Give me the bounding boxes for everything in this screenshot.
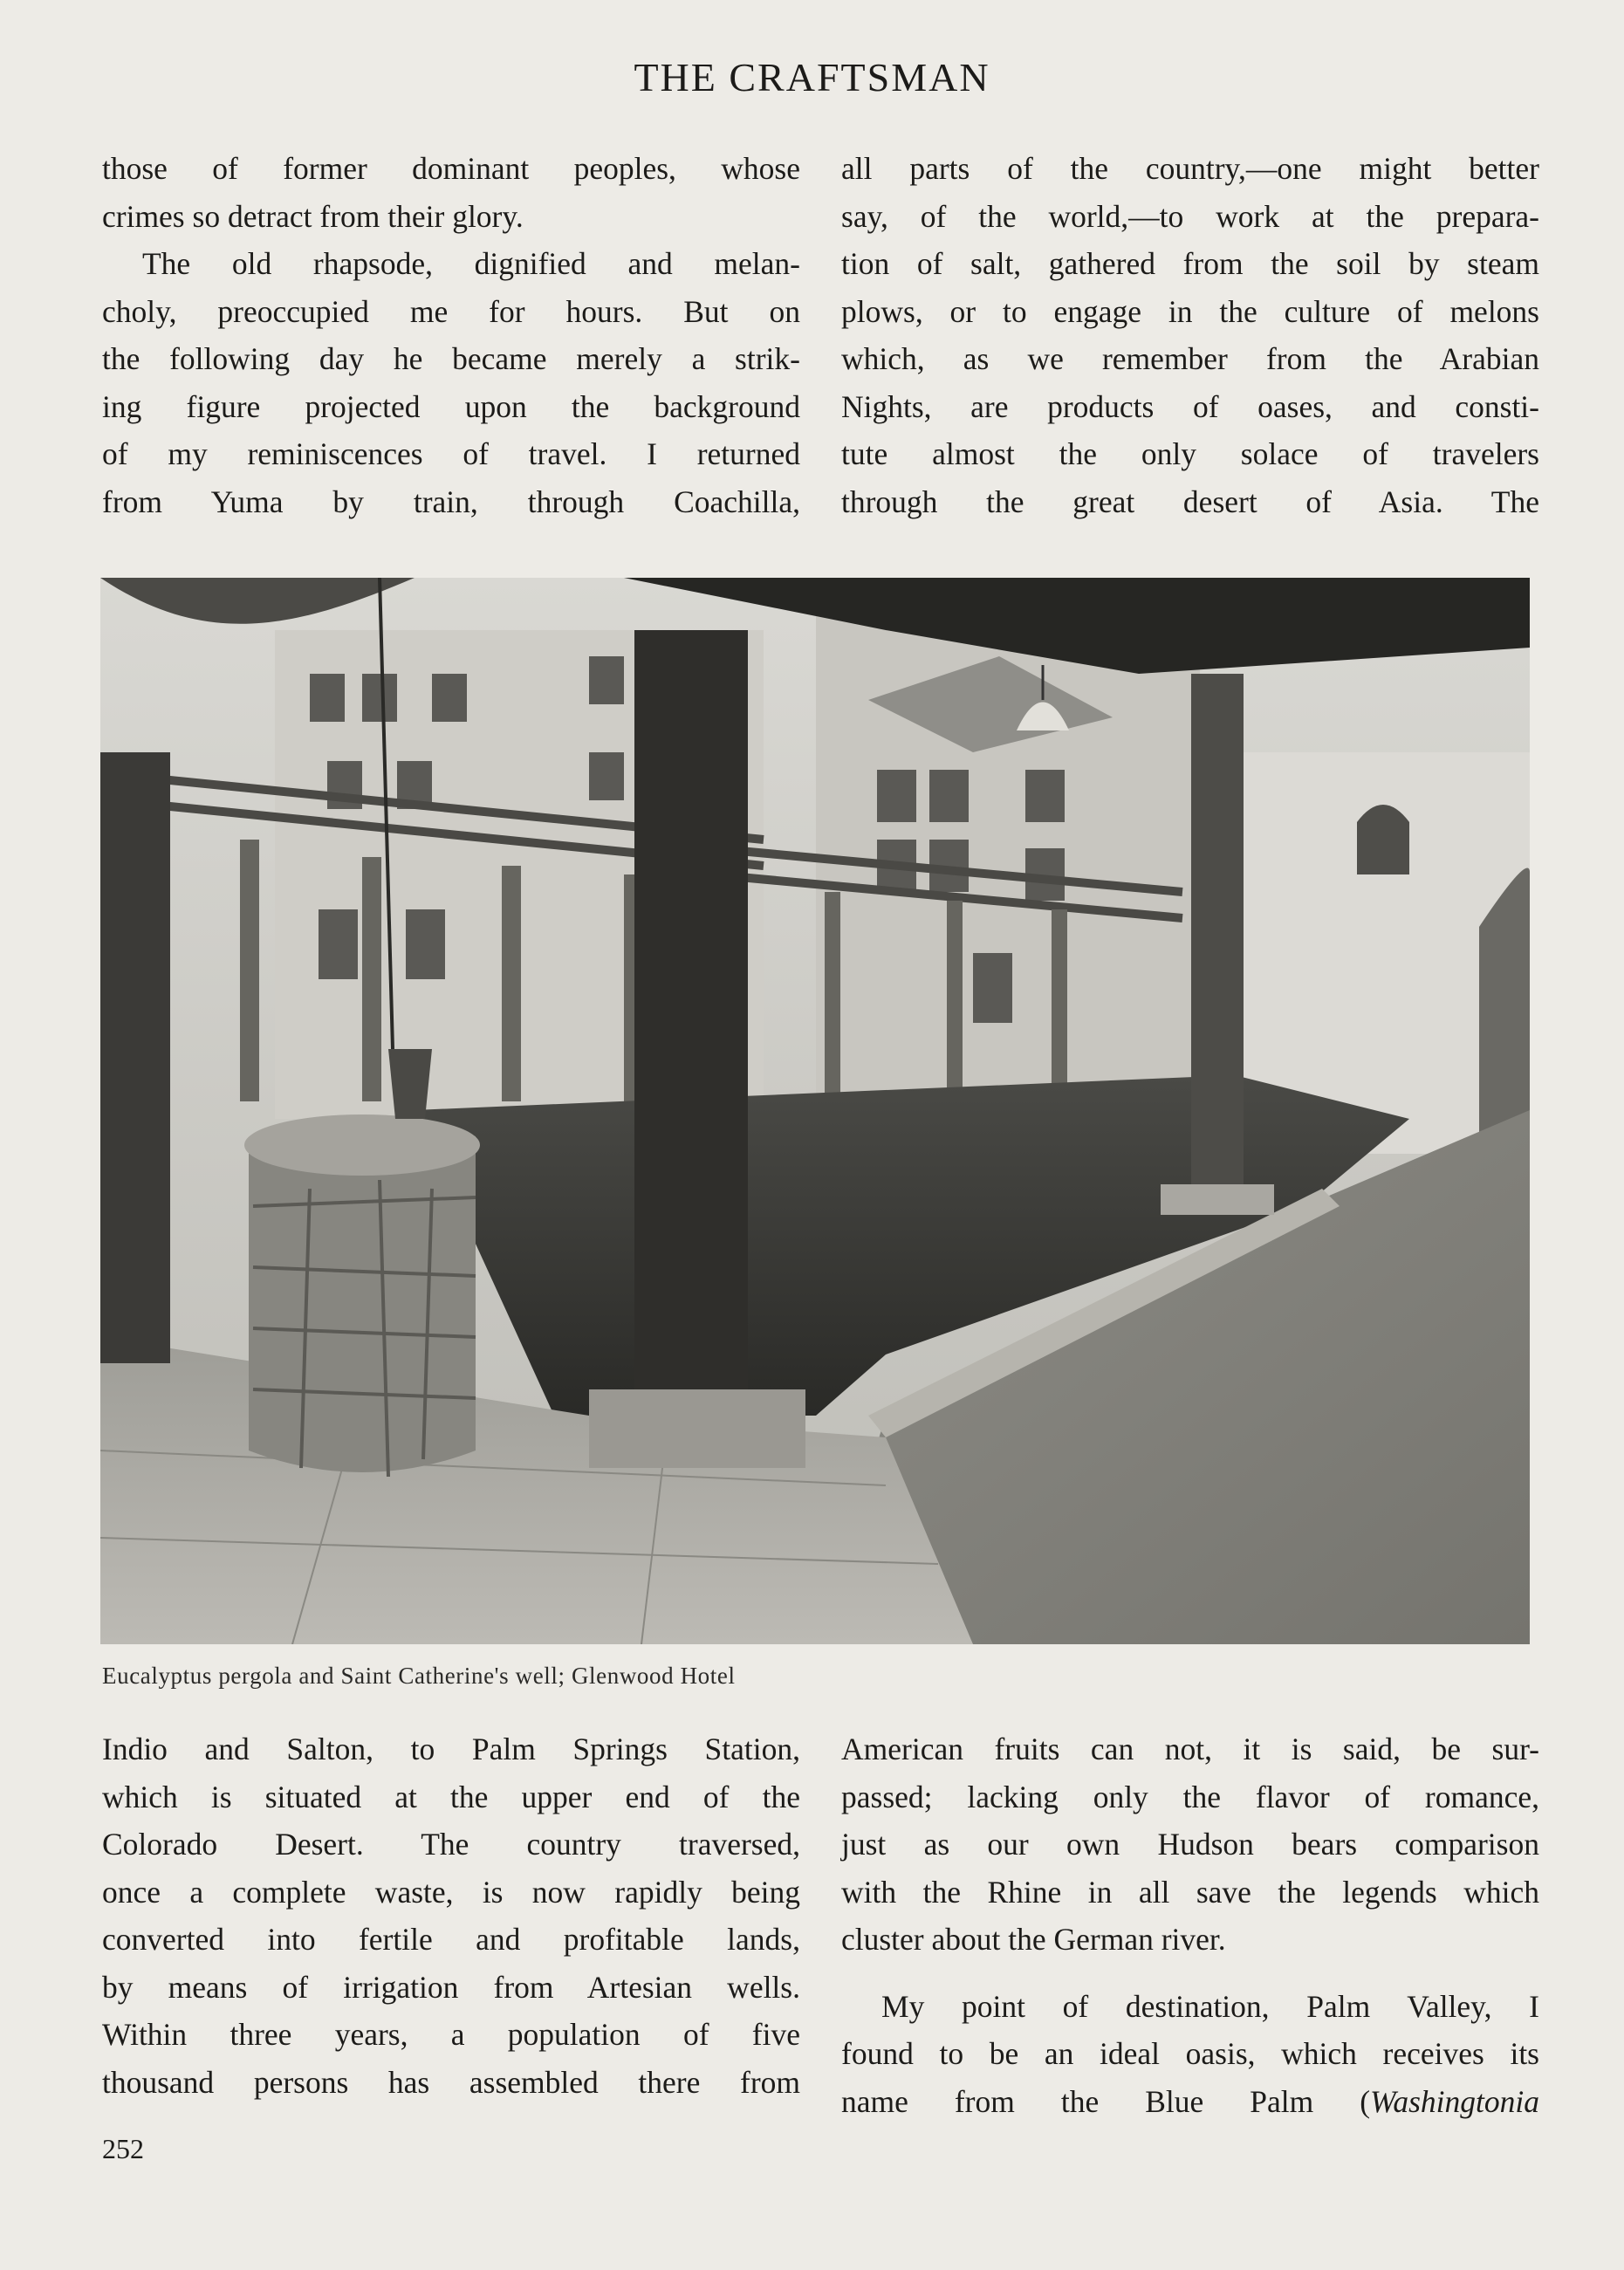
paragraph: [102, 240, 800, 525]
column-bottom-left: [102, 1725, 800, 2106]
text-line: Nights, are products of oases, and consti-: [841, 388, 1539, 424]
text-line: which, as we remember from the Arabian: [841, 341, 1539, 376]
photo-caption: Eucalyptus pergola and Saint Catherine's well; Glenwood Hotel: [102, 1663, 736, 1689]
photo-illustration: [100, 578, 1530, 1644]
photograph-pergola-well: [100, 578, 1530, 1644]
text-line: of my reminiscences of travel. I returned: [102, 436, 800, 471]
text-line: crimes so detract from their glory.: [102, 198, 524, 234]
text-line: tute almost the only solace of travelers: [841, 436, 1539, 471]
page-number: 252: [102, 2133, 144, 2164]
column-top-left: [102, 145, 800, 525]
text-line: the following day he became merely a strik-: [102, 341, 800, 376]
text-line: found to be an ideal oasis, which receives its: [841, 2036, 1539, 2071]
text-line: passed; lacking only the flavor of romance,: [841, 1779, 1539, 1814]
text-line: My point of destination, Palm Valley, I: [881, 1988, 1539, 2024]
text-line: Indio and Salton, to Palm Springs Station,: [102, 1732, 800, 1766]
text-line: [841, 2078, 1539, 2126]
text-line: by means of irrigation from Artesian wells.: [102, 1969, 800, 2005]
text-line: cluster about the German river.: [841, 1922, 1226, 1957]
text-line: Within three years, a population of five: [102, 2017, 800, 2052]
paragraph: [841, 145, 1539, 525]
text-line: with the Rhine in all save the legends which: [841, 1874, 1539, 1910]
text-line: say, of the world,—to work at the prepara-: [841, 198, 1539, 234]
text-line: just as our own Hudson bears comparison: [841, 1827, 1539, 1862]
text-line: thousand persons has assembled there from: [102, 2064, 800, 2100]
text-line: The old rhapsode, dignified and melan-: [142, 246, 800, 281]
paragraph: [102, 1725, 800, 2106]
paragraph: [841, 1725, 1539, 1964]
running-header: THE CRAFTSMAN: [634, 55, 990, 99]
text-line: choly, preoccupied me for hours. But on: [102, 293, 800, 329]
text-line: American fruits can not, it is said, be sur-: [841, 1732, 1539, 1766]
text-line: once a complete waste, is now rapidly being: [102, 1874, 800, 1910]
text-line: tion of salt, gathered from the soil by steam: [841, 246, 1539, 281]
italic-term: Washingtonia: [1370, 2083, 1539, 2119]
text-line: all parts of the country,—one might better: [841, 151, 1539, 186]
text-line: those of former dominant peoples, whose: [102, 151, 800, 186]
text-line: through the great desert of Asia. The: [841, 483, 1539, 519]
text-line: which is situated at the upper end of the: [102, 1779, 800, 1814]
column-top-right: [841, 145, 1539, 525]
paragraph: [841, 1983, 1539, 2126]
text-line: Colorado Desert. The country traversed,: [102, 1827, 800, 1862]
text-line: from Yuma by train, through Coachilla,: [102, 483, 800, 519]
text-fragment: name from the Blue Palm (: [841, 2083, 1371, 2119]
text-line: converted into fertile and profitable lands,: [102, 1922, 800, 1957]
column-bottom-right: [841, 1725, 1539, 2125]
text-line: ing figure projected upon the background: [102, 388, 800, 424]
paragraph: [102, 145, 800, 240]
text-line: plows, or to engage in the culture of melons: [841, 293, 1539, 329]
